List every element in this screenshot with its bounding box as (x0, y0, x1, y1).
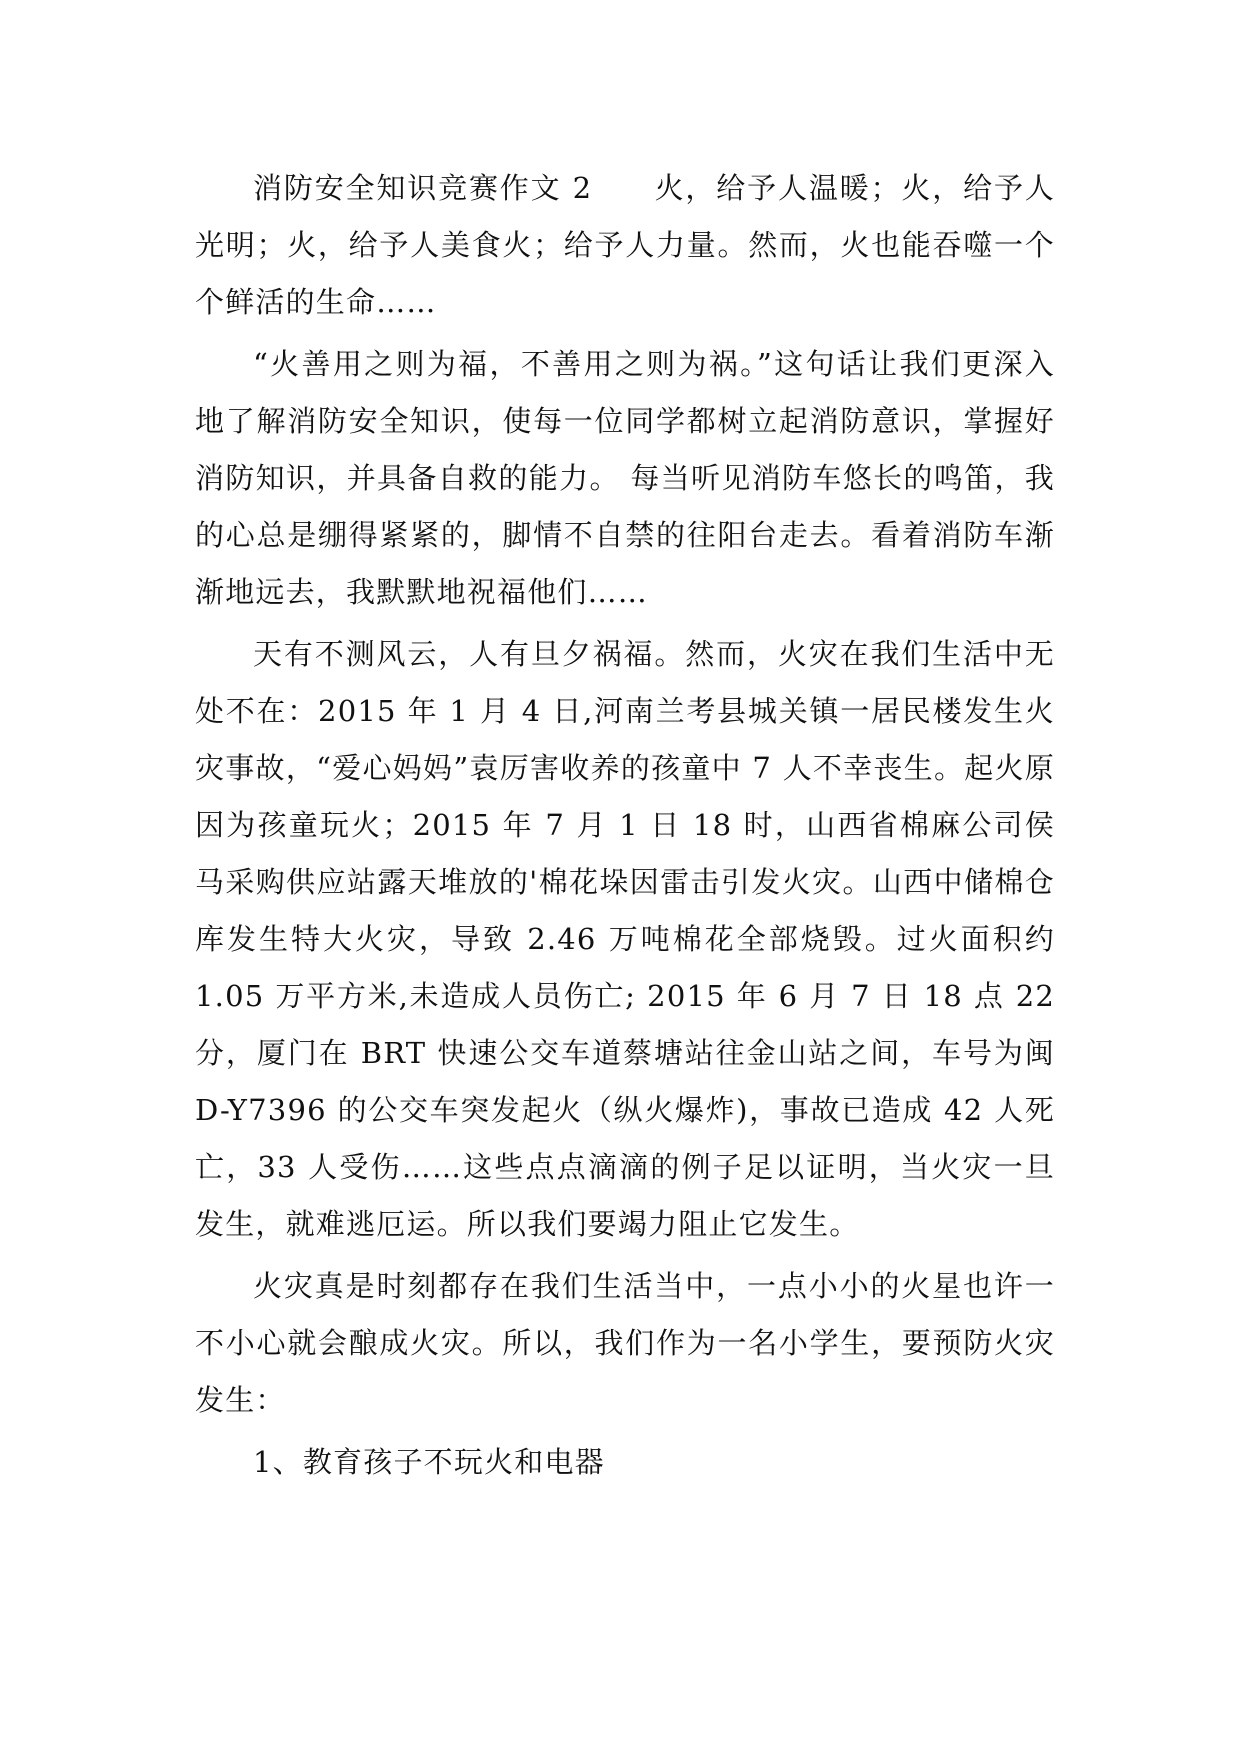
paragraph-prevention: 火灾真是时刻都存在我们生活当中，一点小小的火星也许一不小心就会酿成火灾。所以，我们作为一名小学生，要预防火灾发生： (195, 1269, 1055, 1417)
paragraph-quote: “火善用之则为福，不善用之则为祸。”这句话让我们更深入地了解消防安全知识，使每一位同学都树立起消防意识，掌握好消防知识，并具备自救的能力。 每当听见消防车悠长的鸣笛，我的心总是绷得紧紧的，脚情不自禁的往阳台走去。看着消防车渐渐地远去，我默默地祝福他们…… (195, 347, 1055, 609)
list-item-1: 1、教育孩子不玩火和电器 (253, 1445, 605, 1479)
paragraph-intro: 消防安全知识竞赛作文 2 火，给予人温暖；火，给予人光明；火，给予人美食火；给予人力量。然而，火也能吞噬一个个鲜活的生命…… (195, 171, 1055, 319)
document-body (195, 160, 1055, 1496)
paragraph-fire-examples: 天有不测风云，人有旦夕祸福。然而，火灾在我们生活中无处不在：2015 年 1 月 4 日,河南兰考县城关镇一居民楼发生火灾事故，“爱心妈妈”袁厉害收养的孩童中 7 人不幸丧生。起火原因为孩童玩火；2015 年 7 月 1 日 18 时，山西省棉麻公司侯马采购供应站露天堆放的'棉花垛因雷击引发火灾。山西中储棉仓库发生特大火灾，导致 2.46 万吨棉花全部烧毁。过火面积约 1.05 万平方米,未造成人员伤亡; 2015 年 6 月 7 日 18 点 22 分，厦门在 BRT 快速公交车道蔡塘站往金山站之间，车号为闽 D-Y7396 的公交车突发起火（纵火爆炸)，事故已造成 42 人死亡，33 人受伤……这些点点滴滴的例子足以证明，当火灾一旦发生，就难逃厄运。所以我们要竭力阻止它发生。 (195, 637, 1055, 1241)
